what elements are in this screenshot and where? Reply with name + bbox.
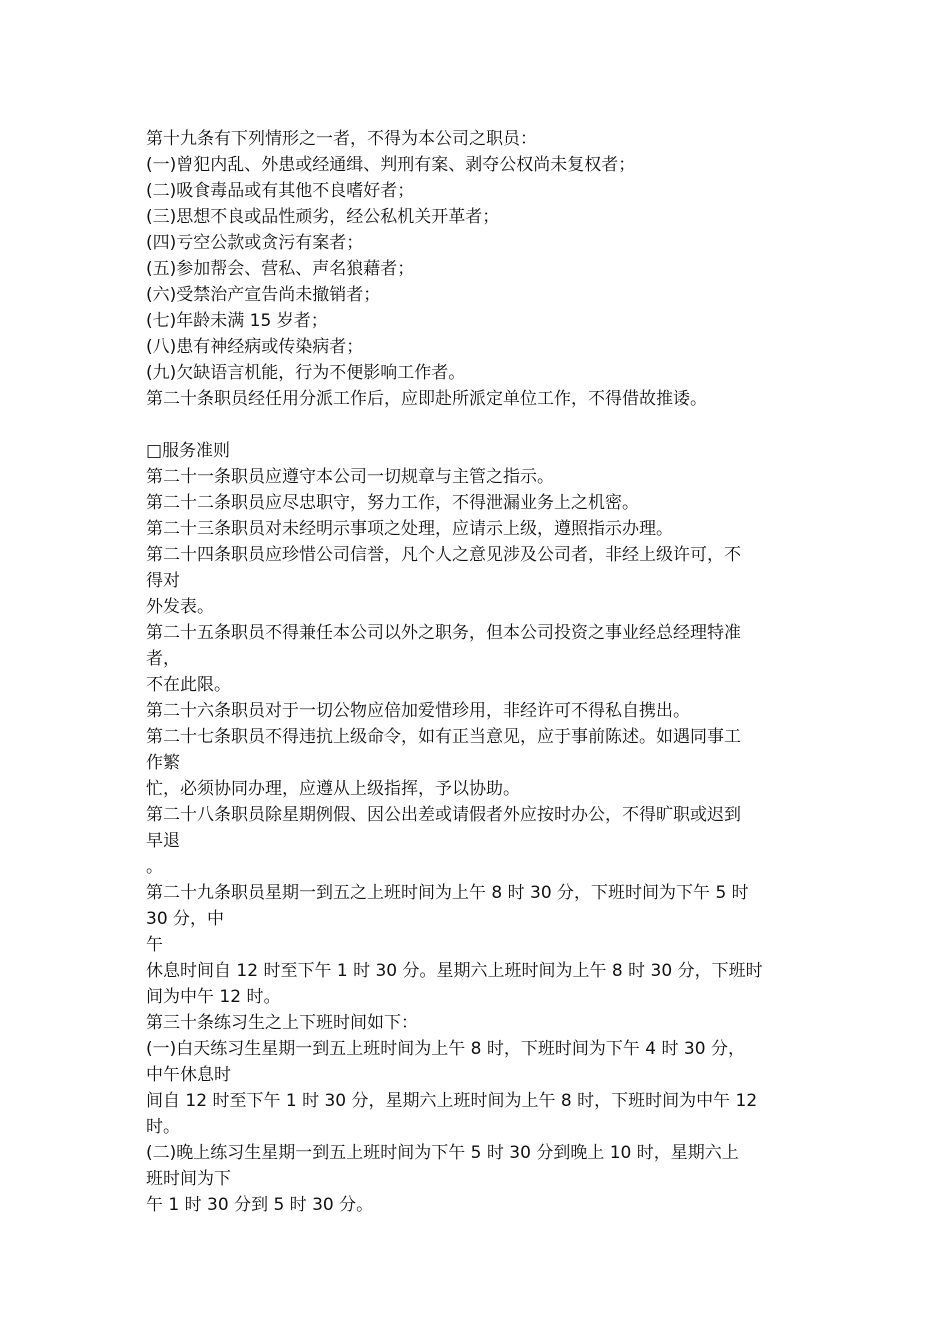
- text-line: 第十九条有下列情形之一者，不得为本公司之职员：: [146, 129, 537, 149]
- text-line: 休息时间自 12 时至下午 1 时 30 分。星期六上班时间为上午 8 时 30 分，下班时: [146, 961, 763, 981]
- text-line: (二)晚上练习生星期一到五上班时间为下午 5 时 30 分到晚上 10 时，星期六上: [146, 1143, 739, 1163]
- text-line: 早退: [146, 831, 180, 851]
- text-line: (六)受禁治产宣告尚未撤销者；: [146, 285, 381, 305]
- text-line: 午 1 时 30 分到 5 时 30 分。: [146, 1195, 374, 1215]
- text-line: 第二十八条职员除星期例假、因公出差或请假者外应按时办公，不得旷职或迟到: [146, 805, 741, 825]
- text-line: 第二十六条职员对于一切公物应倍加爱惜珍用，非经许可不得私自携出。: [146, 701, 690, 721]
- text-line: 。: [146, 857, 163, 877]
- text-line: (二)吸食毒品或有其他不良嗜好者；: [146, 181, 415, 201]
- text-line: 30 分，中: [146, 909, 225, 929]
- text-line: (九)欠缺语言机能，行为不便影响工作者。: [146, 363, 466, 383]
- text-line: 第二十一条职员应遵守本公司一切规章与主管之指示。: [146, 467, 554, 487]
- document-body: [146, 126, 810, 1218]
- text-line: 第二十条职员经任用分派工作后，应即赴所派定单位工作，不得借故推诿。: [146, 389, 707, 409]
- text-line: 中午休息时: [146, 1065, 231, 1085]
- text-line: 第二十三条职员对未经明示事项之处理，应请示上级，遵照指示办理。: [146, 519, 673, 539]
- text-line: (三)思想不良或品性顽劣，经公私机关开革者；: [146, 207, 500, 227]
- text-line: (一)曾犯内乱、外患或经通缉、判刑有案、剥夺公权尚未复权者；: [146, 155, 636, 175]
- text-line: 外发表。: [146, 597, 214, 617]
- text-line: 第二十九条职员星期一到五之上班时间为上午 8 时 30 分，下班时间为下午 5 时: [146, 883, 749, 903]
- text-line: 忙，必须协同办理，应遵从上级指挥，予以协助。: [146, 779, 520, 799]
- text-line: 第三十条练习生之上下班时间如下：: [146, 1013, 418, 1033]
- text-line: 间为中午 12 时。: [146, 987, 281, 1007]
- text-line: 不在此限。: [146, 675, 231, 695]
- text-line: 得对: [146, 571, 180, 591]
- text-line: 第二十四条职员应珍惜公司信誉，凡个人之意见涉及公司者，非经上级许可，不: [146, 545, 741, 565]
- text-line: 第二十五条职员不得兼任本公司以外之职务，但本公司投资之事业经总经理特准: [146, 623, 741, 643]
- text-line: 第二十二条职员应尽忠职守，努力工作，不得泄漏业务上之机密。: [146, 493, 639, 513]
- text-line: 作繁: [146, 753, 180, 773]
- text-line: 时。: [146, 1117, 180, 1137]
- text-line: (八)患有神经病或传染病者；: [146, 337, 364, 357]
- text-line: (四)亏空公款或贪污有案者；: [146, 233, 364, 253]
- text-line: 午: [146, 935, 163, 955]
- text-line: (七)年龄未满 15 岁者；: [146, 311, 328, 331]
- text-line: (五)参加帮会、营私、声名狼藉者；: [146, 259, 415, 279]
- text-line: 班时间为下: [146, 1169, 231, 1189]
- section-heading: □服务准则: [146, 441, 231, 461]
- text-line: 间自 12 时至下午 1 时 30 分，星期六上班时间为上午 8 时，下班时间为中午 12: [146, 1091, 758, 1111]
- text-line: 第二十七条职员不得违抗上级命令，如有正当意见，应于事前陈述。如遇同事工: [146, 727, 741, 747]
- text-line: (一)白天练习生星期一到五上班时间为上午 8 时，下班时间为下午 4 时 30 分，: [146, 1039, 745, 1059]
- text-line: 者，: [146, 649, 180, 669]
- blank-line: [146, 412, 810, 438]
